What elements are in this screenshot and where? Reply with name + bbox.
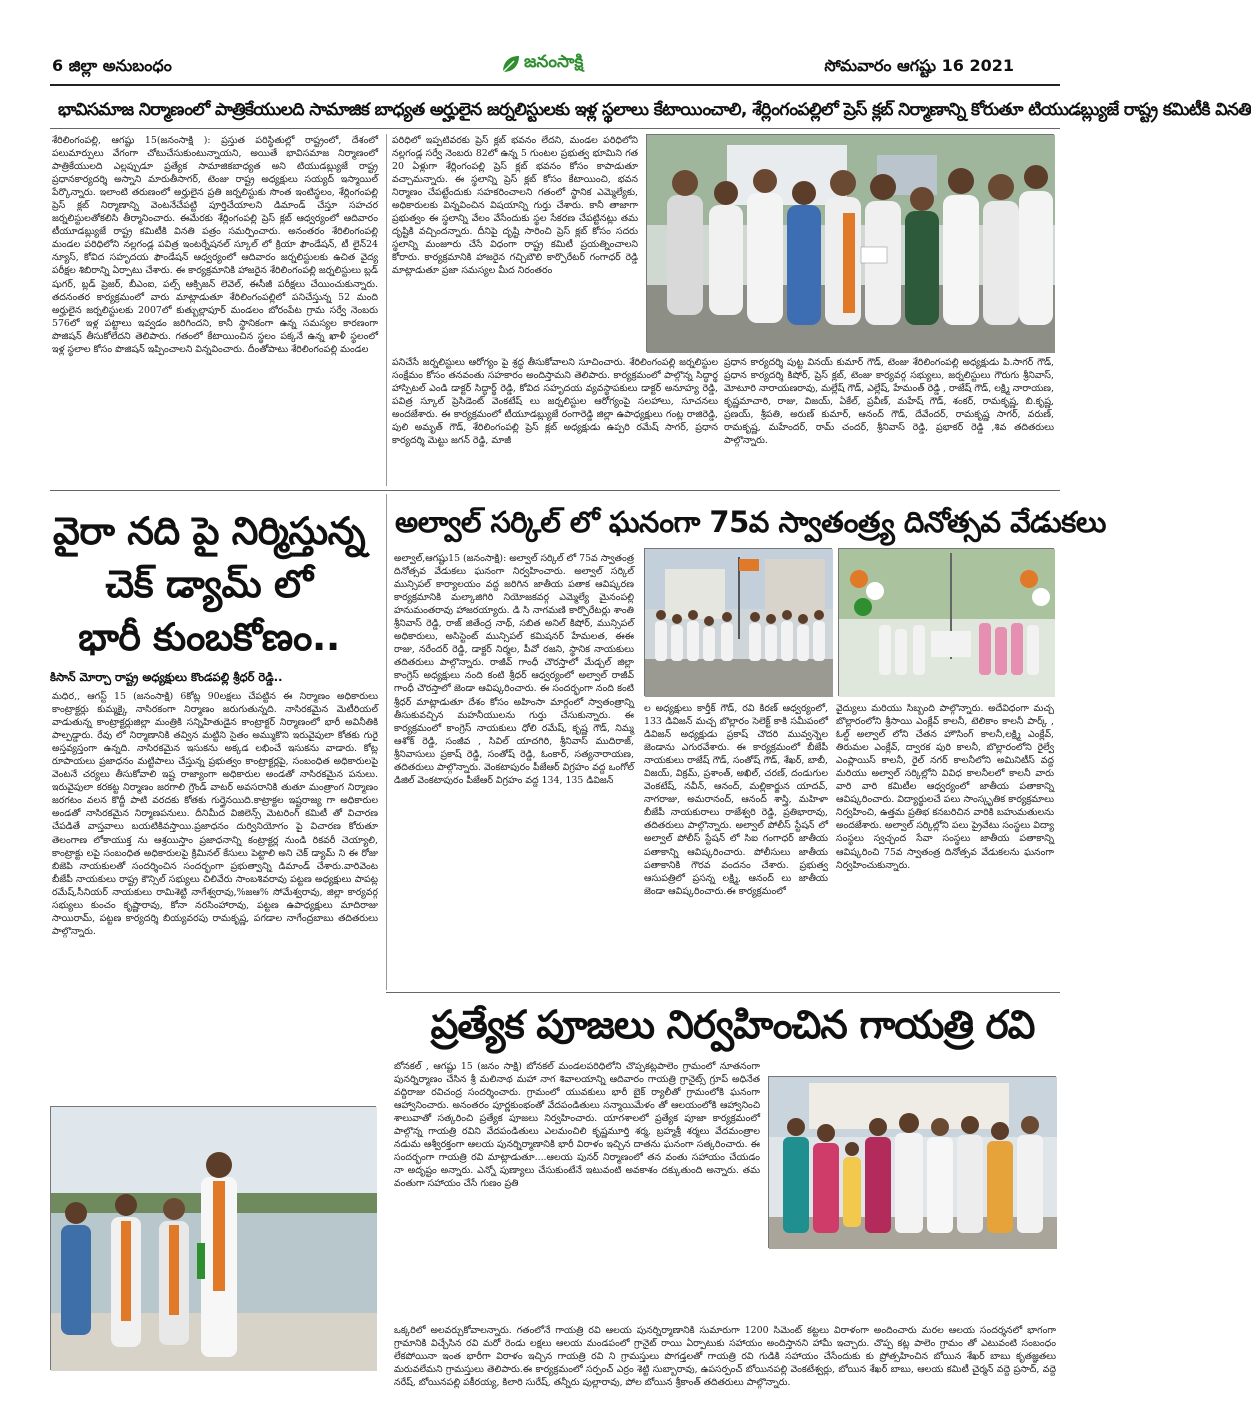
story4-photo	[768, 1076, 1056, 1248]
section-rule	[50, 490, 1060, 491]
column-divider	[386, 494, 387, 990]
story2-column-2: ల అధ్యక్షులు కార్తీక్ గౌడ్, రవి కిరణ్ ఆధ్వర్యంలో, 133 డివిజన్ మచ్చ బొల్లారం సెలెక్ట్ కాకి సమీపంలో డివిజన్ అధ్యక్షుడు ప్రకాష్ చౌదరి మువ్వన్నెల జెండాను ఎగురవేశారు. ఈ కార్యక్రమంలో బీజేపీ నాయకులు రాజేష్ గౌడ్, సంతోష్ గౌడ్, శేఖర్, బాబీ, విజయ్, విక్రమ్, ప్రశాంత్, అఖిల్, చరణ్, దండుగుల వెంకటేష్, నవీన్, ఆనంద్, మల్లికార్జున యాదవ్, నాగరాజు, అమరానంద్, ఆనంద్ శాస్త్రి, మహిళా బీజేపీ నాయకురాలు రాజేశ్వరి రెడ్డి, ప్రతిభారావు, తదితరులు పాల్గొన్నారు. అల్వాల్ పోలీస్ స్టేషన్ లో అల్వాల్ పోలీస్ స్టేషన్ లో సిఐ గంగాధర్ జాతీయ పతాకాన్ని ఆవిష్కరించారు. పోలీసులు జాతీయ పతాకానికి గౌరవ వందనం చేశారు. ప్రభుత్వ ఆసుపత్రిలో ప్రసన్న లక్ష్మి, ఆనంద్ లు జాతీయ జెండా ఆవిష్కరించారు.ఈ కార్యక్రమంలో	[644, 703, 828, 897]
story2-photo-1	[644, 548, 832, 696]
story3-headline-line-1: వైరా నది పై నిర్మిస్తున్న	[52, 509, 366, 553]
section-rule	[386, 992, 1060, 993]
story1-headline: భావిసమాజ నిర్మాణంలో పాత్రికేయులది సామాజిక బాధ్యత అర్హులైన జర్నలిస్టులకు ఇళ్ల స్థలాలు కేటాయించాలి, శేర్లింగంపల్లిలో ప్రెస్ క్లబ్ నిర్మాణాన్ని కోరుతూ టియుడబ్ల్యుజే రాష్ట్ర కమిటీకి వినతి	[58, 100, 1251, 120]
story4-headline: ప్రత్యేక పూజలు నిర్వహించిన గాయత్రి రవి	[430, 1003, 1035, 1048]
story2-photo-2	[838, 548, 1054, 696]
story4-column-2: ఒక్కరిలో అలవర్చుకోవాలన్నారు. గతంలోనే గాయత్రి రవి ఆలయ పునర్నిర్మాణానికి సుమారుగా 1200 సిమెంట్ కట్టలు విరాళంగా అందించారు మరల ఆలయ సందర్శనలో భాగంగా గ్రామానికి విచ్చేసిన రవి మరో రెండు లక్షలు ఆలయ మండపంలో గ్రానైట్ రాయి ఏర్పాటుకు సహాయం అందిస్తానని హామీ ఇచ్చారు. చొప్ప కట్ల పాలెం గ్రామం తో ఎటువంటి సంబంధం లేకపోయినా ఇంత భారీగా విరాళం ఇచ్చిన గాయత్రి రవి ని గ్రామస్తులు పొగడ్తలతో గాయత్రి రవి గుడికి సహాయం చేసేందుకు కు ప్రోత్సహించిన బోయిన శేఖర్ బాబు కృతజ్ఞతలు మరువలేమని గ్రామస్తులు తెలిపారు.ఈ కార్యక్రమంలో సర్పంచ్ ఎర్రం శెట్టి సుబ్బారావు, ఉపసర్పంచ్ బోయినపల్లి వెంకటేశ్వర్లు, బోయిన శేఖర్ బాబు, ఆలయ కమిటీ చైర్మన్ వద్దె ప్రసాద్, వద్దె నరేష్, బోయినపల్లి పకీరయ్య, కిలారి సురేష్, తన్నీరు పుల్లారావు, పోల బోయిన శ్రీకాంత్ తదితరులు పాల్గొన్నారు.	[394, 1325, 1056, 1389]
story2-headline: అల్వాల్ సర్కిల్ లో ఘనంగా 75వ స్వాతంత్ర్య దినోత్సవ వేడుకలు	[395, 505, 1106, 539]
story1-column-3: ప్రధాన కార్యదర్శి పుట్ట వినయ్ కుమార్ గౌడ్, టెంజు శేరిలింగంపల్లి అధ్యక్షుడు పి.సాగర్ గౌడ్, ప్రధాన కార్యదర్శి కిషోర్, ప్రెస్ క్లబ్, టెంజు కార్యవర్గ సభ్యులు, జర్నలిస్టులు గౌరుగు శ్రీనివాస్, మోటూరి నారాయణరావు, మల్లేష్ గౌడ్, ఎల్లేష్, హేమంత్ రెడ్డి , రాజేష్ గౌడ్, లక్ష్మి నారాయణ, కృష్ణమాచారి, రాజు, విజయ్, ఏకేల్, ప్రవీణ్, మహేష్ గౌడ్, శంకర్, రామకృష్ణ, బి.కృష్ణ, ప్రణయ్, శ్రీపతి, అరుణ్ కుమార్, ఆనంద్ గౌడ్, దేవేందర్, రామకృష్ణ సాగర్, వరుణ్, రామకృష్ణ, మహేందర్, రామ్ చందర్, శ్రీనివాస్ రెడ్డి, ప్రభాకర్ రెడ్డి ,శివ తదితరులు పాల్గొన్నారు.	[724, 357, 1054, 447]
page-number-section: 6 జిల్లా అనుబంధం	[52, 56, 172, 75]
story3-headline-line-3: భారీ కుంబకోణం..	[78, 615, 340, 659]
story2-column-3: వైద్యులు మరియు సిబ్బంది పాల్గొన్నారు. అదేవిధంగా మచ్చ బొల్లారంలోని శ్రీసాయి ఎంక్లేవ్ కాలనీ, టెలికాం కాలనీ పార్క్ , ఓల్డ్ అల్వాల్ లోని చేతన హౌసింగ్ కాలనీ,లక్ష్మి ఎంక్లేవ్, తిరుమల ఎంక్లేవ్, ద్వారక పురి కాలనీ, బొల్లారంలోని రైల్వే ఎంప్లాయిస్ కాలనీ, రైల్ నగర్ కాలనీలోని అమినిటీస్ వద్ద మరియు అల్వాల్ సర్కిల్లోని వివిధ కాలనీలలో కాలనీ వారు వారి వారి కమిటీల ఆధ్వర్యంలో జాతీయ పతాకాన్ని ఆవిష్కరించారు. విద్యార్థులచే పలు సాంస్కృతిక కార్యక్రమాలు నిర్వహించి, ఉత్తమ ప్రతిభ కనబరిచిన వారికి బహుమతులను అందజేశారు. అల్వాల్ సర్కిల్లోని పలు ప్రైవేటు సంస్థలు విద్యా సంస్థలు స్వచ్ఛంద సేవా సంస్థలు జాతీయ పతాకాన్ని ఆవిష్కరించి 75వ స్వాతంత్ర దినోత్సవ వేడుకలను ఘనంగా నిర్వహించుకున్నారు.	[836, 703, 1054, 871]
column-divider	[386, 134, 387, 486]
logo-text: జనంసాక్షి	[524, 52, 584, 72]
story1-column-2-continued: పనిచేసే జర్నలిస్టులు ఆరోగ్యం పై శ్రద్ధ తీసుకోవాలని సూచించారు. శేరిలింగంపల్లి జర్నలిస్టుల సంక్షేమం కోసం తనవంతు సహకారం అందిస్తామని తెలిపారు. కార్యక్రమంలో పాల్గొన్న సిద్ధార్థ హాస్పిటల్ ఎండి డాక్టర్ సిద్ధార్థ్ రెడ్డి, కోవిద సహృదయ వ్యవస్థాపకులు డాక్టర్ అనూహ్య రెడ్డి, పవిత్ర స్కూల్ ప్రెసిడెంట్ వెంకటేష్ లు జర్నలిస్టుల ఆరోగ్యంపై సలహాలు, సూచనలు అందజేశారు. ఈ కార్యక్రమంలో టీయూడబ్ల్యుజే రంగారెడ్డి జిల్లా ఉపాధ్యక్షులు గంట్ల రాజిరెడ్డి, పులి అమృత్ గౌడ్, శేరిలింగంపల్లి ప్రెస్ క్లబ్ అధ్యక్షుడు ఉప్పరి రమేష్ సాగర్, ప్రధాన కార్యదర్శి మెట్టు జగన్ రెడ్డి, మాజీ	[392, 357, 718, 447]
issue-date: సోమవారం ఆగష్టు 16 2021	[824, 56, 1014, 75]
story3-headline	[44, 505, 374, 665]
story2-column-1: అల్వాల్,ఆగష్టు15 (జనంసాక్షి): అల్వాల్ సర్కిల్ లో 75వ స్వాతంత్ర దినోత్సవ వేడుకలు ఘనంగా నిర్వహించారు. అల్వాల్ సర్కిల్ మున్సిపల్ కార్యాలయం వద్ద జరిగిన జాతీయ పతాక ఆవిష్కరణ కార్యక్రమానికి మల్కాజిగిరి నియోజకవర్గ ఎమ్మెల్యే మైనంపల్లి హనుమంతరావు హాజరయ్యారు. డి సి నాగమణి కార్పొరేటర్లు శాంతి శ్రీనివాస్ రెడ్డి, రాజ్ జితేంద్ర నాథ్, సబిత అనిల్ కిషోర్, మున్సిపల్ అధికారులు, అసిస్టెంట్ మున్సిపల్ కమిషనర్ హేమలత, ఈఈ రాజు, నరేందర్ రెడ్డి, డాక్టర్ నిర్మల, పీవో రజని, స్థానిక నాయకులు తదితరులు పాల్గొన్నారు. రాజీవ్ గాంధీ చౌరస్తాలో మేడ్చల్ జిల్లా కాంగ్రెస్ అధ్యక్షులు నంది కంటి శ్రీధర్ ఆధ్వర్యంలో అల్వాల్ రాజీవ్ గాంధీ చౌరస్తాలో జెండా ఆవిష్కరించారు. ఈ సందర్భంగా నంది కంటి శ్రీధర్ మాట్లాడుతూ దేశం కోసం అహింసా మార్గంలో స్వాతంత్రాన్ని తీసుకువచ్చిన మహనీయులను గుర్తు చేసుకున్నారు. ఈ కార్యక్రమంలో కాంగ్రెస్ నాయకులు ధోలి రమేష్, కృష్ణ గౌడ్, నిమ్మ ఆశోక్ రెడ్డి, సంజీవ , సివిల్ యాదగిరి, శ్రీనివాస్ ముదిరాజ్, శ్రీనివాసులు ప్రకాష్ రెడ్డి, సంతోష్ రెడ్డి, ఓంకార్, సత్యనారాయణ, తదితరులు పాల్గొన్నారు. వెంకటాపురం పీజేఆర్ విగ్రహం వద్ద ఒంగోల్ డిజిల్ వెంకటాపురం పీజేఆర్ విగ్రహం వద్ద 134, 135 డివిజన్	[394, 553, 634, 786]
story3-body: మధిర,, ఆగస్ట్ 15 (జనంసాక్షి) 6కోట్ల 90లక్షలు చేపట్టిన ఈ నిర్మాణం అధికారులు కాంట్రాక్టర్లు కుమ్మక్కై నాసిరకంగా నిర్మాణం జరుగుతున్నది. నాసిరకమైన మెటీరియల్ వాడుతున్న కాంట్రాక్టర్లుజిల్లా మంత్రికి సన్నిహితుడైన కాంట్రాక్టర్ నిర్మాణంలో భారీ అవినీతికి పాల్పడ్డారు. రేవు లో నిర్మాణానికి తవ్విన మట్టిని సైతం అమ్ముకొని ఇరువైపులా కోతకు గురై అస్తవ్యస్తంగా ఉన్నది. నాసిరకమైన ఇసుకను అక్కడ లభించే ఇసుకను వాడారు. కోట్ల రూపాయలు ప్రజాధనం మట్టిపాలు చేస్తున్న ప్రభుత్వం కాంట్రాక్టర్లపై, సంబంధిత అధికారులపై వెంటనే చర్యలు తీసుకోవాలి ఇష్ట రాజ్యాంగా అధికారుల అండతో నాసిరకమైన పనులు. ఇరువైపులా కరకట్ట నిర్మాణం జరగాలి గ్రౌండ్ వాటర్ అవసరానికి తుతూ మంత్రాంగ నిర్మాణం జరగటం వలన కొద్దీ పాటి వరదకు కోతకు గుర్తైనయిది.కాట్రాక్టల ఇష్టరాజ్య గా అధికారుల అండతో నాసిరకమైన నిర్మాణపనులు. దీనిమీద విజిలెన్స్ మెటరింగ్ కమిటీ తో విచారణ చేపడితే వాస్తవాలు బయటికివస్తాయి.ప్రజాధనం దుర్వినియోగం పై విచారణ కోరుతూ తెలంగాణ లోకాయుక్త ను ఆశ్రయిస్తాం ప్రజాధనాన్ని కంట్రాక్టర్ల నుండి రికవరీ చెయ్యాలి, కాంట్రాక్టు లపై సంబంధిత అధికారులపై క్రిమినల్ కేసులు పెట్టాలి అని చెక్ డ్యామ్ ని ఈ రోజు బిజెపి నాయకులతో సందర్శించిన సందర్భంగా ప్రభుత్వాన్ని డిమాండ్ చేశారు.వారివెంట బీజేపీ నాయకులు రాష్ట్ర కౌన్సిల్ సభ్యులు చిలివేరు సాంబశివరావు పట్టణ అధ్యక్షులు పాపట్ల రమేష్,సీనియర్ నాయకులు రామిశెట్టి నాగేశ్వరావు,%జఆ% సోమేశ్వరావు, జిల్లా కార్యవర్గ సభ్యులు కుంచం కృష్ణారావు, కోనా నరసింహారావు, పట్టణ ఉపాధ్యక్షులు మాదిరాజు సాయిరామ్, పట్టణ కార్యదర్శి బియ్యవరపు రామకృష్ణ, పగడాల నాగేంద్రబాబు తదితరులు పాల్గొన్నారు.	[52, 691, 378, 937]
story1-column-1: శేరిలింగంపల్లి, ఆగష్టు 15(జనంసాక్షి ): ప్రస్తుత పరిస్థితుల్లో రాష్ట్రంలో, దేశంలో పలుమార్పులు వేగంగా చోటుచేసుకుంటున్నాయని, అయితే భావిసమాజ నిర్మాణంలో పాత్రికేయులది ఎల్లప్పుడూ ప్రత్యేక సామాజికబాధ్యత అని టియుడబ్ల్యుజే రాష్ట్ర ప్రధానకార్యదర్శి అస్నాని మారుతీసాగర్, టెంజు రాష్ట్ర అధ్యక్షులు సయ్యద్ ఇస్మాయిల్ పేర్కొన్నారు. ఇలాంటి తరుణంలో అర్హులైన ప్రతి జర్నలిస్టుకు సొంత ఇంటిస్థలం, శేర్లింగంపల్లి ప్రెస్ క్లబ్ నిర్మాణాన్ని వెంటనేచేపట్టి పూర్తిచేయాలని డిమాండ్ చేస్తూ సహచర జర్నలిస్టులతోకలిసి తీర్మానించారు. ఈమేరకు శేర్లింగంపల్లి ప్రెస్ క్లబ్ ఆధ్వర్యంలో ఆదివారం టీయూడబ్ల్యుజే రాష్ట్ర కమిటీకి వినతి పత్రం సమర్పించారు. అనంతరం శేరిలింగంపల్లి మండల పరిధిలోని నల్లగండ్ల పవిత్ర ఇంటర్నేషనల్ స్కూల్ లో క్రియా ఫౌండేషన్, టీ లైన్24 న్యూస్, కోవిద సహృదయ ఫౌండేషన్ ఆధ్వర్యంలో ఆదివారం జర్నలిస్టులకు ఉచిత వైద్య పరీక్షల శిబిరాన్ని ఏర్పాటు చేశారు. ఈ కార్యక్రమానికి హాజరైన శేరిలింగంపల్లి జర్నలిస్టులు బ్లడ్ షుగర్, బ్లడ్ ప్రెజర్, బీఎంఐ, పల్స్ ఆక్సిజన్ లెవెల్, ఈసీజీ పరీక్షలు చేయించుకున్నారు. తదనంతర కార్యక్రమంలో వారు మాట్లాడుతూ శేరిలింగంపల్లిలో పనిచేస్తున్న 52 మంది అర్హులైన జర్నలిస్టులకు 2007లో కుత్బుల్లాపూర్ మండలం బోరంపేట గ్రామ సర్వే నెంబరు 576లో ఇళ్ల పట్టాలు ఇవ్వడం జరిగిందని, కానీ స్థానికంగా ఉన్న సమస్యల కారణంగా పొజిషన్ తీసుకోలేదని తెలిపారు. గతంలో కేటాయించిన స్థలం పక్కనే ఉన్న ఖాళీ స్థలంలో ఇళ్ల స్థలాల కోసం పొజిషన్ ఇప్పించాలని విన్నవించారు. దీంతోపాటు శేరిలింగంపల్లి మండల	[52, 135, 378, 355]
story3-headline-line-2: చెక్ డ్యామ్ లో	[105, 562, 313, 606]
story1-photo	[646, 134, 1054, 352]
leaf-mark-icon	[500, 53, 522, 75]
story3-photo	[50, 1106, 376, 1370]
header-rule	[50, 84, 1060, 86]
story4-column-1: బోనకల్ , ఆగష్టు 15 (జనం సాక్షి) బోనకల్ మండలపరిధిలోని చొప్పకట్లపాలెం గ్రామంలో నూతనంగా పునర్నిర్మాణం చేసిన శ్రీ మలినాథ మహా నాగ శివాలయాన్ని ఆదివారం గాయత్రి గ్రానైట్స్ గ్రూప్ అధినేత వద్దిరాజు రవిచంద్ర సందర్శించారు. గ్రామంలో యువకులు భారీ బైక్ ర్యాలీతో గ్రామంలోకి ఘనంగా ఆహ్వానించారు. అనంతరం పూర్ణకుంభంతో వేదపండితులు సన్మాయిమేళం తో ఆలయంలోకి ఆహ్వానించి శాలువాతో సత్కరించి ప్రత్యేక పూజలు నిర్వహించారు. యాగశాలలో ప్రత్యేక పూజా కార్యక్రమంలో పాల్గొన్న గాయత్రి రవిని వేదపండితులు ఎలమంచిలి కృష్ణమూర్తి శర్మ, బ్రహ్మశ్రీ శర్మలు వేదమంత్రాల నడుమ ఆశ్వీరక్తంగా ఆలయ పునర్నిర్మాణానికి భారీ విరాళం ఇచ్చిన దాతను ఘనంగా సత్కరించారు. ఈ సందర్భంగా గాయత్రి రవి మాట్లాడుతూ....ఆలయ పునర్ నిర్మాణంలో తన వంతు సహాయం చేయడం నా అదృష్టం అన్నారు. ఎన్నో పుణ్యాలు చేసుకుంటేనే ఇటువంటి అవకాశం దక్కుతుంది అన్నారు. తమ వంతుగా సహాయం చేసే గుణం ప్రతి	[394, 1061, 760, 1190]
masthead-logo	[500, 50, 630, 78]
story1-rule	[50, 128, 1060, 129]
story1-column-2: పరిధిలో ఇప్పటివరకు ప్రెస్ క్లబ్ భవనం లేదని, మండల పరిధిలోని నల్లగండ్ల సర్వే నెంబరు 82లో ఉన్న 5 గుంటల ప్రభుత్వ భూమిని గత 20 ఏళ్లుగా శేర్లింగంపల్లి ప్రెస్ క్లబ్ భవనం కోసం కాపాడుతూ వచ్చామన్నారు. ఈ స్థలాన్ని ప్రెస్ క్లబ్ కోసం కేటాయించి, భవన నిర్మాణం చేపట్టేందుకు సహకరించాలని గతంలో స్థానిక ఎమ్మెల్యేకు, అధికారులకు విన్నవించిన విషయాన్ని గుర్తు చేశారు. కానీ తాజాగా ప్రభుత్వం ఈ స్థలాన్ని వేలం వేసేందుకు స్థల సేకరణ చేపట్టినట్లు తమ దృష్టికి వచ్చిందన్నారు. దీనిపై దృష్టి సారించి ప్రెస్ క్లబ్ కోసం సదరు స్థలాన్ని మంజూరు చేసే విధంగా రాష్ట్ర కమిటీ ప్రయత్నించాలని కోరారు. కార్యక్రమానికి హాజరైన గచ్చిబౌలి కార్పొరేటర్ గంగాధర్ రెడ్డి మాట్లాడుతూ ప్రజా సమస్యల మీద నిరంతరం	[392, 135, 638, 277]
story3-subhead: కిసాన్ మోర్చా రాష్ట్ర అధ్యక్షులు కొండపల్లి శ్రీధర్ రెడ్డి..	[50, 670, 283, 684]
